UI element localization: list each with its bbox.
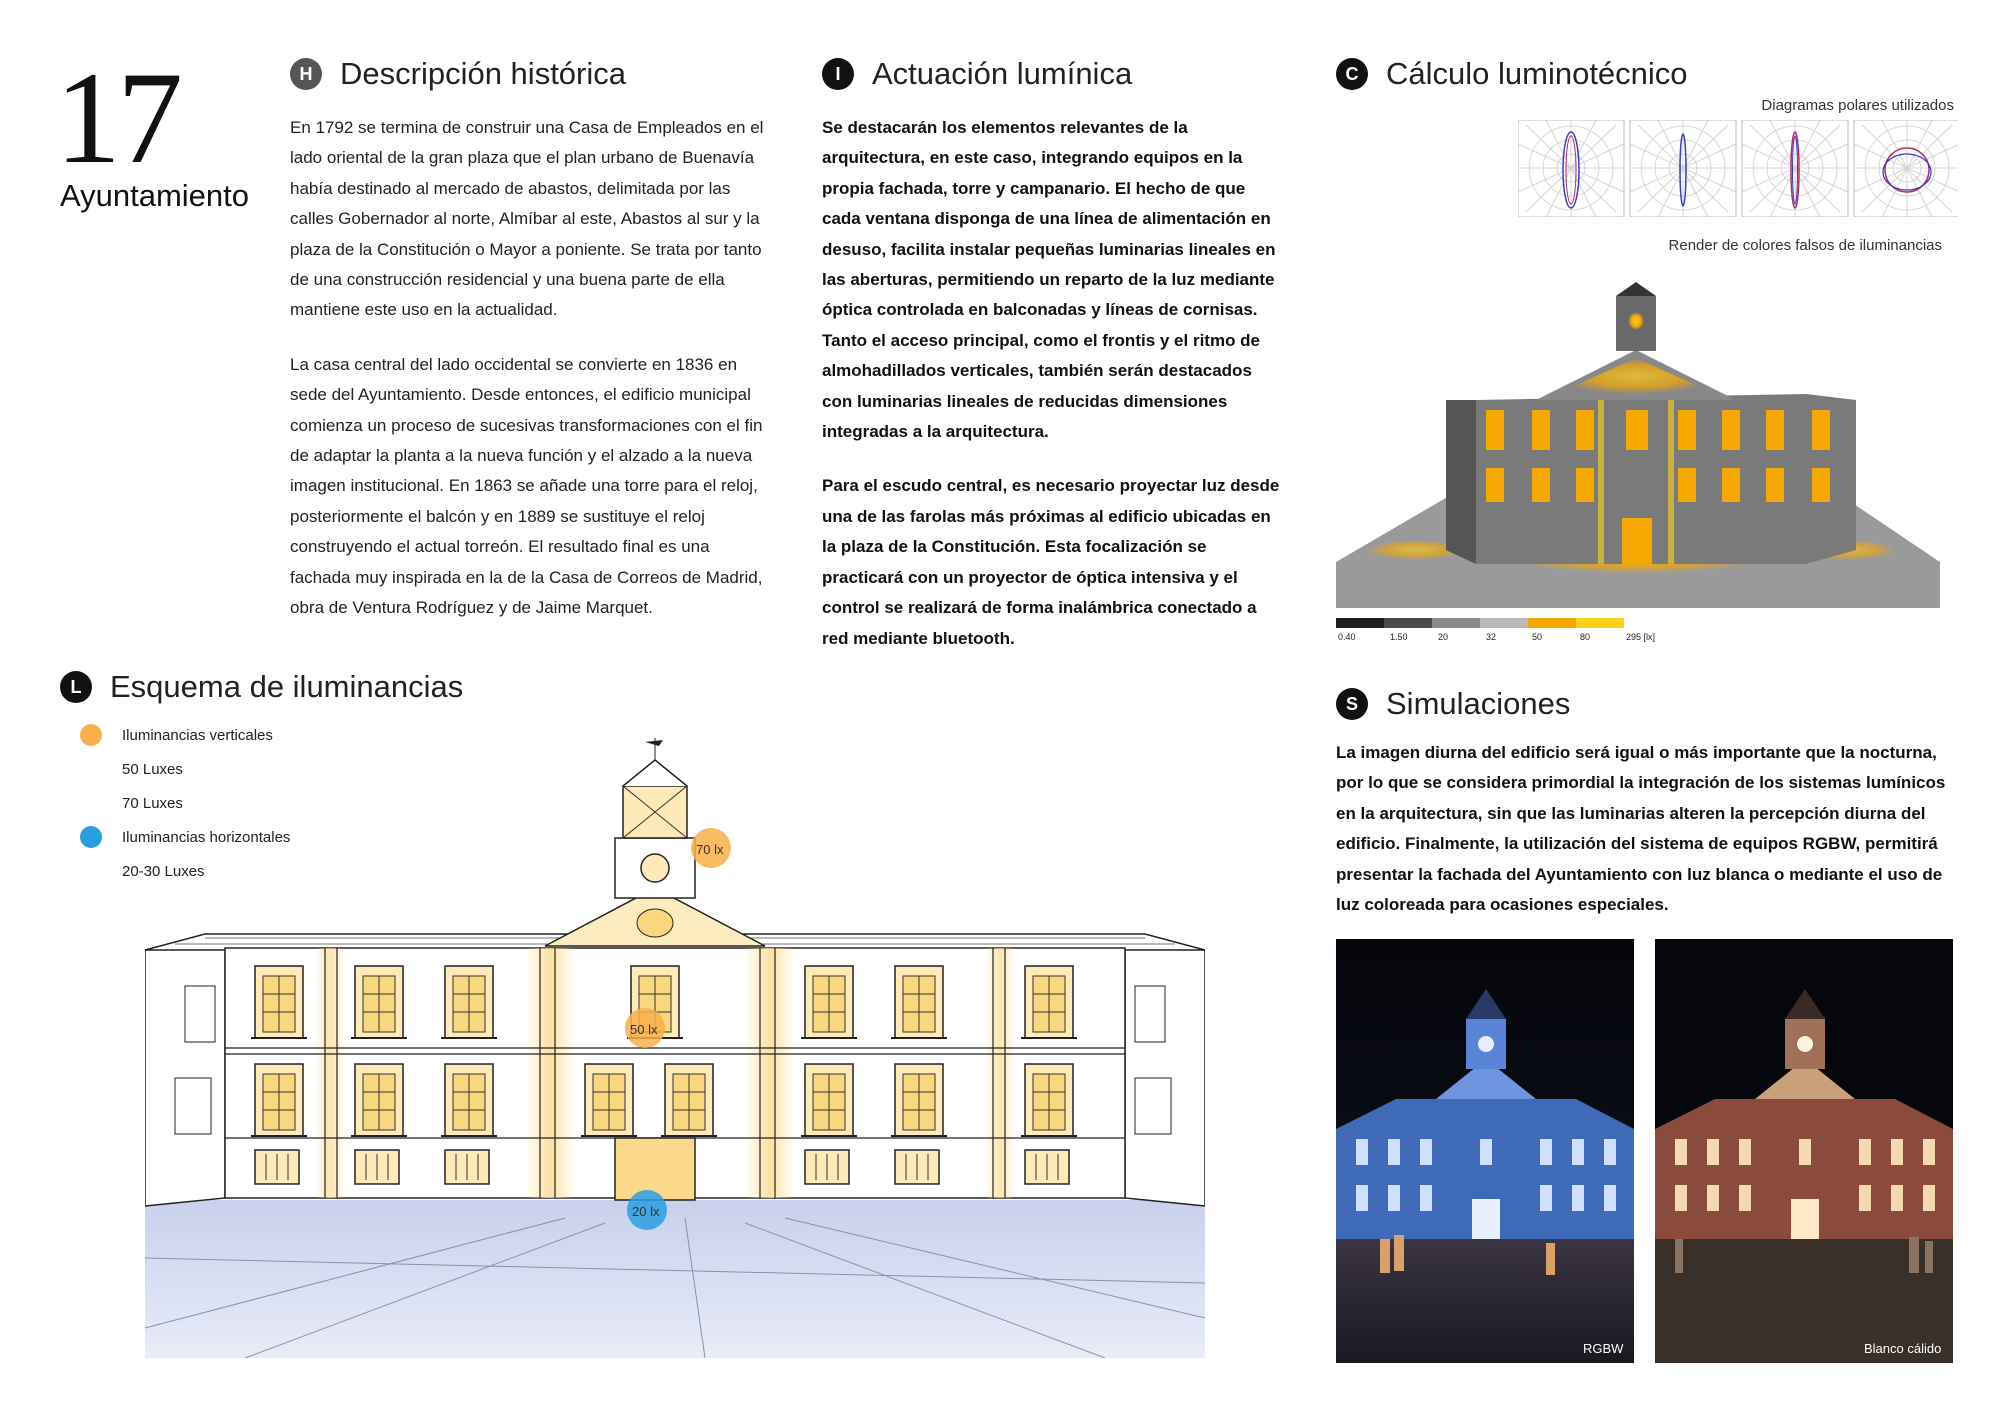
polar-diagram-2 xyxy=(1630,120,1736,217)
paragraph: En 1792 se termina de construir una Casa de Empleados en el lado oriental de la gran plaza que el plan urbano de Buenavía había destinado al mercado de abastos, delimitada por las calles Gobernador al norte, Almíbar al este, Abastos al sur y la plaza de la Constitución o Mayor a poniente. Se trata por tanto de una construcción residencial y una buena parte de ella mantiene este uso en la actualidad. xyxy=(290,118,764,320)
scale-label: 295 [lx] xyxy=(1626,632,1656,642)
paragraph: Para el escudo central, es necesario proyectar luz desde una de las farolas más próximas al edificio ubicadas en la plaza de la Constitución. Esta focalización se practicará con un proyector de óptica intensiva y el control se realizará de forma inalámbrica conectado a red mediante bluetooth. xyxy=(822,476,1280,648)
vertical-illuminance-dot-icon xyxy=(80,724,102,746)
legend-label: Iluminancias horizontales xyxy=(122,828,291,846)
paragraph: La casa central del lado occidental se convierte en 1836 en sede del Ayuntamiento. Desde entonces, el edificio municipal comienza un proceso de sucesivas transformaciones con el fin de adaptar la planta a la nueva función y el alzado a la nueva imagen institucional. En 1863 se añade una torre para el reloj, posteriormente el balcón y en 1889 se sustituye el reloj construyendo el actual torreón. El resultado final es una fachada muy inspirada en la de la Casa de Correos de Madrid, obra de Ventura Rodríguez y de Jaime Marquet. xyxy=(290,354,763,618)
section-actuacion-header xyxy=(822,56,1132,92)
legend-value: 70 Luxes xyxy=(122,794,183,812)
section-title: Descripción histórica xyxy=(340,56,626,91)
scale-swatch xyxy=(1480,618,1528,628)
section-title: Esquema de iluminancias xyxy=(110,669,464,704)
illuminance-scale-bar xyxy=(1336,618,1626,628)
polar-caption: Diagramas polares utilizados xyxy=(1761,97,1954,114)
horizontal-illuminance-dot-icon xyxy=(80,826,102,848)
simulation-label-rgbw: RGBW xyxy=(1583,1341,1624,1356)
simulation-image-rgbw xyxy=(1336,939,1634,1363)
section-title: Cálculo luminotécnico xyxy=(1386,56,1688,91)
simulaciones-text: La imagen diurna del edificio será igual o más importante que la nocturna, por lo que se considera primordial la integración de los sistemas lumínicos en la arquitectura, sin que las luminarias alteren la percepción diurna del edificio. Finalmente, la utilización del sistema de equipos RGBW, permitirá presentar la fachada del Ayuntamiento con luz blanca o mediante el uso de luz coloreada para ocasiones especiales. xyxy=(1336,743,1946,915)
scale-label: 1.50 xyxy=(1390,632,1408,642)
scale-label: 0.40 xyxy=(1338,632,1356,642)
polar-diagram-3 xyxy=(1742,120,1848,217)
paragraph: Se destacarán los elementos relevantes de la arquitectura, en este caso, integrando equipos en la propia fachada, torre y campanario. El hecho de que cada ventana disponga de una línea de alimentación en desuso, facilita instalar pequeñas luminarias lineales en las aberturas, permitiendo un reparto de la luz mediante óptica controlada en balconadas y líneas de cornisas. Tanto el acceso principal, como el frontis y el ritmo de almohadillados verticales, también serán destacados con luminarias lineales de reducidas dimensiones integradas a la arquitectura. xyxy=(822,118,1276,442)
section-letter-badge: H xyxy=(290,58,322,90)
scale-label: 50 xyxy=(1532,632,1543,642)
scale-label: 80 xyxy=(1580,632,1591,642)
page-number: 17 xyxy=(55,44,179,191)
marker-label-ground: 20 lx xyxy=(632,1204,660,1219)
scale-swatch xyxy=(1528,618,1576,628)
legend-value: 20-30 Luxes xyxy=(122,862,205,880)
simulation-label-warm-white: Blanco cálido xyxy=(1864,1341,1942,1356)
scale-swatch xyxy=(1576,618,1624,628)
section-title: Actuación lumínica xyxy=(872,56,1133,91)
polar-diagrams xyxy=(1518,120,1958,217)
scale-swatch xyxy=(1384,618,1432,628)
section-title: Simulaciones xyxy=(1386,686,1571,721)
illuminance-scale-labels xyxy=(1336,632,1656,646)
section-letter-badge: I xyxy=(822,58,854,90)
render-caption: Render de colores falsos de iluminancias xyxy=(1668,237,1942,254)
simulation-image-warm-white xyxy=(1655,939,1953,1363)
marker-label-tower: 70 lx xyxy=(696,842,724,857)
legend-label: Iluminancias verticales xyxy=(122,726,273,744)
section-letter-badge: S xyxy=(1336,688,1368,720)
scale-swatch xyxy=(1432,618,1480,628)
section-letter-badge: C xyxy=(1336,58,1368,90)
polar-diagram-4 xyxy=(1854,120,1958,217)
historica-text xyxy=(290,113,770,648)
polar-diagram-1 xyxy=(1518,120,1624,217)
actuacion-text xyxy=(822,113,1284,678)
scale-swatch xyxy=(1336,618,1384,628)
section-simulaciones-header xyxy=(1336,686,1570,722)
legend-value: 50 Luxes xyxy=(122,760,183,778)
section-calculo-header xyxy=(1336,56,1688,92)
false-color-render xyxy=(1336,282,1940,608)
marker-label-facade: 50 lx xyxy=(630,1022,658,1037)
page-title: Ayuntamiento xyxy=(60,178,249,213)
scale-label: 20 xyxy=(1438,632,1449,642)
section-historica-header xyxy=(290,56,626,92)
section-esquema-header xyxy=(60,669,463,705)
scale-label: 32 xyxy=(1486,632,1497,642)
facade-illuminance-sketch xyxy=(145,738,1205,1358)
section-letter-badge: L xyxy=(60,671,92,703)
